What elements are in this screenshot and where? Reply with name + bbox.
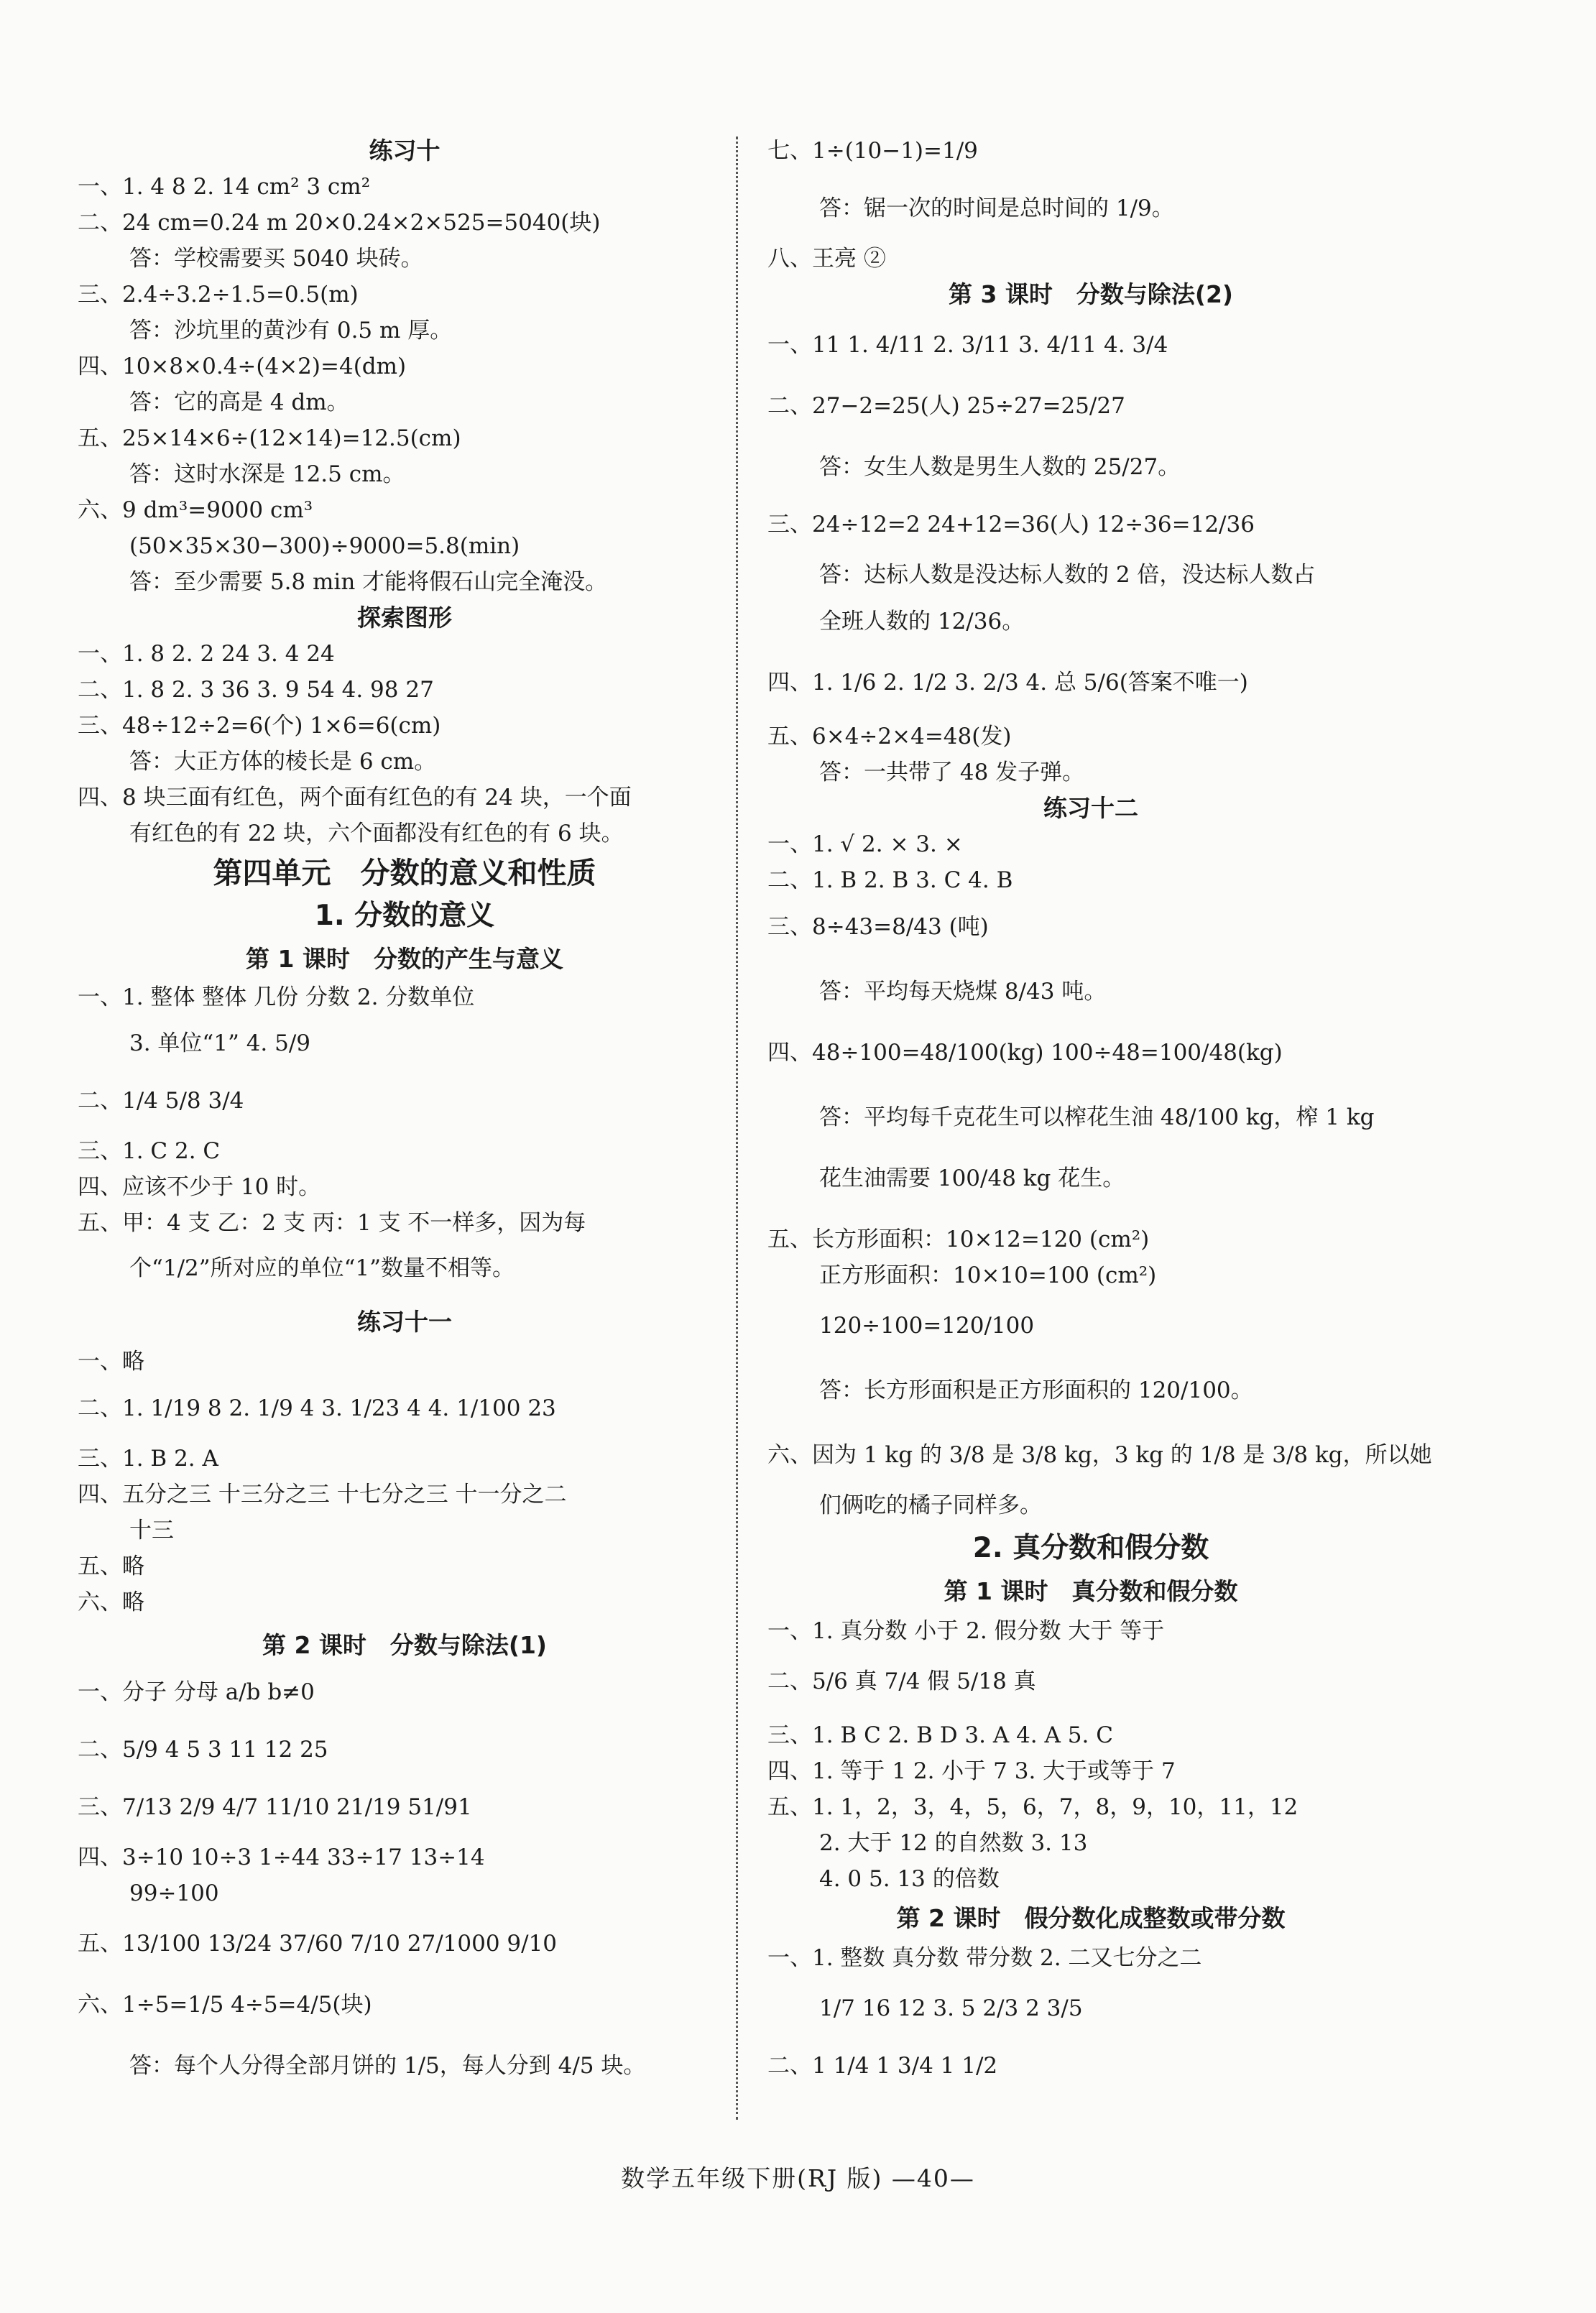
answer-line: 五、25×14×6÷(12×14)=12.5(cm) — [78, 425, 461, 451]
answer-line: 答：大正方体的棱长是 6 cm。 — [129, 749, 437, 775]
answer-line: 答：沙坑里的黄沙有 0.5 m 厚。 — [129, 318, 453, 343]
exercise-heading: 练习十二 — [1043, 794, 1138, 822]
answer-line: 一、分子 分母 a/b b≠0 — [78, 1679, 315, 1705]
answer-line: 三、1. B 2. A — [78, 1446, 218, 1472]
answer-line: 四、五分之三 十三分之三 十七分之三 十一分之二 — [78, 1482, 567, 1508]
lesson-heading: 第 1 课时 分数的产生与意义 — [246, 945, 563, 973]
answer-line: 答：女生人数是男生人数的 25/27。 — [819, 454, 1181, 480]
answer-line: 三、1. B C 2. B D 3. A 4. A 5. C — [767, 1722, 1113, 1748]
answer-line: 答：锯一次的时间是总时间的 1/9。 — [819, 195, 1174, 221]
answer-line: 五、13/100 13/24 37/60 7/10 27/1000 9/10 — [78, 1931, 558, 1957]
answer-line: 三、24÷12=2 24+12=36(人) 12÷36=12/36 — [767, 512, 1255, 537]
answer-line: 六、因为 1 kg 的 3/8 是 3/8 kg，3 kg 的 1/8 是 3/8 kg，所以她 — [767, 1442, 1432, 1468]
answer-line: 答：长方形面积是正方形面积的 120/100。 — [819, 1377, 1253, 1403]
answer-line: 答：它的高是 4 dm。 — [129, 389, 349, 415]
answer-line: 十三 — [129, 1518, 174, 1543]
answer-line: 五、长方形面积：10×12=120 (cm²) — [767, 1227, 1150, 1252]
answer-line: 三、1. C 2. C — [78, 1138, 221, 1164]
answer-line: 六、1÷5=1/5 4÷5=4/5(块) — [78, 1992, 372, 2018]
answer-line: 答：至少需要 5.8 min 才能将假石山完全淹没。 — [129, 569, 608, 595]
answer-line: 们俩吃的橘子同样多。 — [819, 1492, 1042, 1518]
answer-line: (50×35×30−300)÷9000=5.8(min) — [129, 533, 520, 559]
answer-line: 一、1. 4 8 2. 14 cm² 3 cm² — [78, 174, 371, 200]
answer-line: 五、1. 1，2，3，4，5，6，7，8，9，10，11，12 — [767, 1794, 1299, 1820]
answer-line: 2. 大于 12 的自然数 3. 13 — [819, 1830, 1088, 1856]
answer-line: 全班人数的 12/36。 — [819, 609, 1025, 634]
answer-line: 一、11 1. 4/11 2. 3/11 3. 4/11 4. 3/4 — [767, 332, 1168, 358]
answer-line: 一、1. 整数 真分数 带分数 2. 二又七分之二 — [767, 1945, 1202, 1971]
answer-line: 答：学校需要买 5040 块砖。 — [129, 246, 423, 272]
answer-line: 二、24 cm=0.24 m 20×0.24×2×525=5040(块) — [78, 210, 601, 236]
lesson-heading: 第 2 课时 假分数化成整数或带分数 — [896, 1904, 1286, 1932]
lesson-heading: 第 2 课时 分数与除法(1) — [262, 1631, 548, 1659]
exercise-heading: 练习十 — [369, 137, 440, 165]
answer-line: 六、略 — [78, 1589, 144, 1615]
answer-line: 答：一共带了 48 发子弹。 — [819, 760, 1085, 785]
lesson-heading: 第 3 课时 分数与除法(2) — [948, 280, 1234, 308]
answer-line: 正方形面积：10×10=100 (cm²) — [819, 1262, 1157, 1288]
answer-line: 五、甲：4 支 乙：2 支 丙：1 支 不一样多，因为每 — [78, 1210, 586, 1236]
answer-line: 四、8 块三面有红色，两个面有红色的有 24 块，一个面 — [78, 785, 632, 811]
answer-line: 120÷100=120/100 — [819, 1313, 1035, 1339]
answer-line: 3. 单位“1” 4. 5/9 — [129, 1030, 311, 1056]
answer-line: 八、王亮 ② — [767, 246, 886, 272]
answer-line: 六、9 dm³=9000 cm³ — [78, 497, 313, 523]
answer-line: 二、1. 1/19 8 2. 1/9 4 3. 1/23 4 4. 1/100 23 — [78, 1395, 556, 1421]
answer-line: 二、5/6 真 7/4 假 5/18 真 — [767, 1668, 1036, 1694]
answer-line: 99÷100 — [129, 1880, 219, 1906]
section-heading: 1. 分数的意义 — [314, 900, 495, 932]
answer-line: 五、略 — [78, 1553, 144, 1579]
answer-line: 花生油需要 100/48 kg 花生。 — [819, 1165, 1125, 1191]
answer-line: 五、6×4÷2×4=48(发) — [767, 724, 1012, 749]
answer-line: 二、1 1/4 1 3/4 1 1/2 — [767, 2053, 998, 2079]
answer-line: 二、1. 8 2. 3 36 3. 9 54 4. 98 27 — [78, 677, 434, 703]
answer-line: 二、1/4 5/8 3/4 — [78, 1088, 244, 1114]
answer-line: 四、应该不少于 10 时。 — [78, 1174, 321, 1200]
answer-line: 四、3÷10 10÷3 1÷44 33÷17 13÷14 — [78, 1845, 485, 1870]
answer-line: 三、8÷43=8/43 (吨) — [767, 914, 989, 940]
answer-line: 答：这时水深是 12.5 cm。 — [129, 461, 405, 487]
answer-line: 有红色的有 22 块，六个面都没有红色的有 6 块。 — [129, 821, 624, 846]
answer-line: 一、1. 8 2. 2 24 3. 4 24 — [78, 641, 335, 667]
page-footer: 数学五年级下册(RJ 版) —40— — [621, 2164, 975, 2192]
answer-line: 三、48÷12÷2=6(个) 1×6=6(cm) — [78, 713, 441, 739]
answer-line: 二、1. B 2. B 3. C 4. B — [767, 867, 1013, 893]
answer-line: 答：达标人数是没达标人数的 2 倍，没达标人数占 — [819, 562, 1316, 588]
answer-line: 三、7/13 2/9 4/7 11/10 21/19 51/91 — [78, 1794, 472, 1820]
answer-line: 七、1÷(10−1)=1/9 — [767, 138, 978, 164]
answer-line: 答：平均每千克花生可以榨花生油 48/100 kg，榨 1 kg — [819, 1104, 1375, 1130]
unit-heading: 第四单元 分数的意义和性质 — [213, 856, 596, 890]
answer-line: 4. 0 5. 13 的倍数 — [819, 1866, 1000, 1892]
answer-line: 四、1. 等于 1 2. 小于 7 3. 大于或等于 7 — [767, 1758, 1176, 1784]
answer-line: 答：平均每天烧煤 8/43 吨。 — [819, 979, 1107, 1005]
answer-line: 四、10×8×0.4÷(4×2)=4(dm) — [78, 354, 407, 379]
column-divider — [736, 137, 738, 2120]
answer-line: 四、48÷100=48/100(kg) 100÷48=100/48(kg) — [767, 1040, 1283, 1066]
answer-line: 一、1. √ 2. × 3. × — [767, 831, 963, 857]
answer-line: 二、27−2=25(人) 25÷27=25/27 — [767, 393, 1125, 419]
answer-line: 二、5/9 4 5 3 11 12 25 — [78, 1737, 328, 1763]
answer-line: 四、1. 1/6 2. 1/2 3. 2/3 4. 总 5/6(答案不唯一) — [767, 670, 1248, 696]
answer-line: 答：每个人分得全部月饼的 1/5，每人分到 4/5 块。 — [129, 2053, 646, 2079]
answer-line: 三、2.4÷3.2÷1.5=0.5(m) — [78, 282, 359, 308]
answer-line: 一、1. 整体 整体 几份 分数 2. 分数单位 — [78, 984, 475, 1010]
exercise-heading: 练习十一 — [357, 1308, 452, 1336]
answer-line: 一、略 — [78, 1349, 144, 1375]
section-heading: 2. 真分数和假分数 — [972, 1532, 1209, 1564]
answer-line: 一、1. 真分数 小于 2. 假分数 大于 等于 — [767, 1618, 1165, 1644]
exercise-heading: 探索图形 — [357, 604, 452, 632]
lesson-heading: 第 1 课时 真分数和假分数 — [944, 1577, 1238, 1605]
answer-line: 1/7 16 12 3. 5 2/3 2 3/5 — [819, 1995, 1083, 2021]
answer-line: 个“1/2”所对应的单位“1”数量不相等。 — [129, 1255, 515, 1281]
